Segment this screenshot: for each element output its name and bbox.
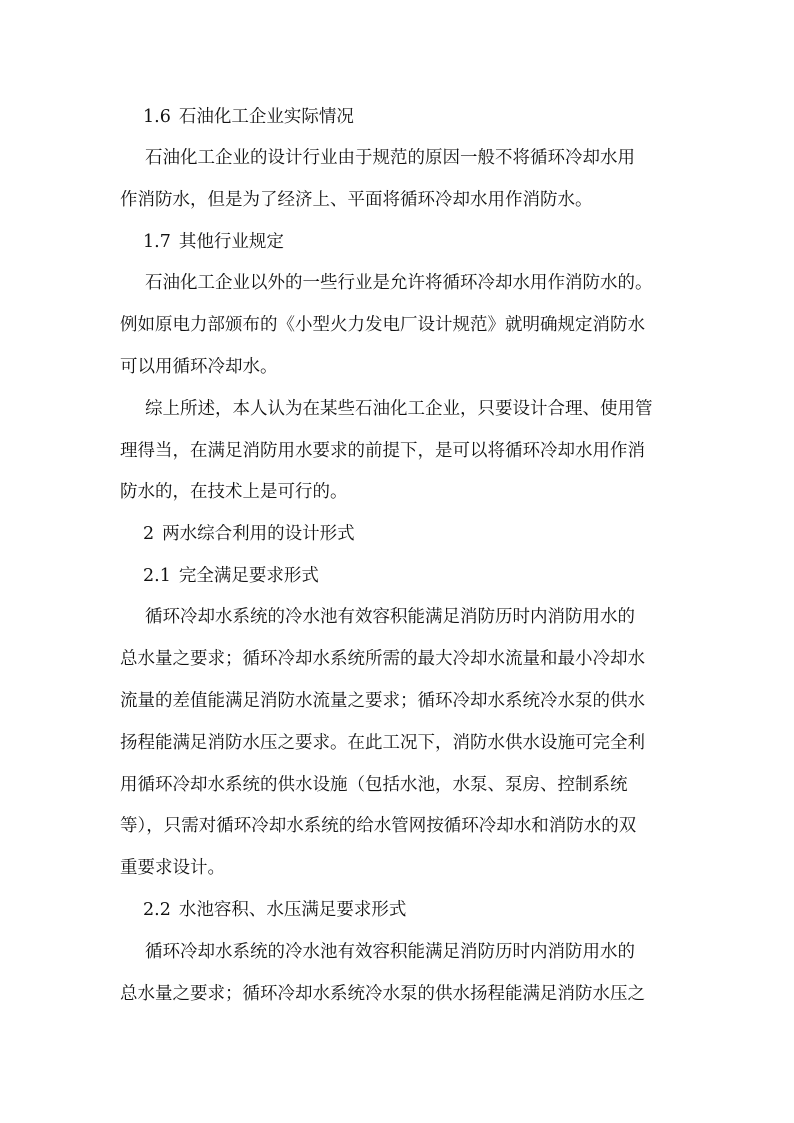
- paragraph-line: 防水的，在技术上是可行的。: [120, 482, 348, 502]
- heading-text: 水池容积、水压满足要求形式: [178, 900, 407, 920]
- paragraph-line: 循环冷却水系统的冷水池有效容积能满足消防历时内消防用水的: [145, 607, 635, 627]
- paragraph-line: 作消防水，但是为了经济上、平面将循环冷却水用作消防水。: [120, 190, 593, 210]
- paragraph-line: 用循环冷却水系统的供水设施（包括水池，水泵、泵房、控制系统: [120, 775, 628, 795]
- heading-number: 2.1: [143, 566, 171, 586]
- section-heading-1-7: [143, 231, 284, 253]
- heading-text: 其他行业规定: [178, 232, 284, 252]
- paragraph-line: 可以用循环冷却水。: [120, 357, 278, 377]
- heading-text: 两水综合利用的设计形式: [162, 524, 355, 544]
- paragraph-line: 流量的差值能满足消防水流量之要求；循环冷却水系统冷水泵的供水: [120, 691, 645, 711]
- section-heading-1-6: [143, 106, 354, 128]
- paragraph-line: 扬程能满足消防水压之要求。在此工况下，消防水供水设施可完全利: [120, 733, 645, 753]
- paragraph-line: 循环冷却水系统的冷水池有效容积能满足消防历时内消防用水的: [145, 942, 635, 962]
- paragraph-line: 石油化工企业的设计行业由于规范的原因一般不将循环冷却水用: [145, 148, 635, 168]
- heading-number: 1.6: [143, 107, 171, 127]
- paragraph-line: 总水量之要求；循环冷却水系统冷水泵的供水扬程能满足消防水压之: [120, 984, 645, 1004]
- paragraph-line: 石油化工企业以外的一些行业是允许将循环冷却水用作消防水的。: [145, 273, 653, 293]
- paragraph-line: 等），只需对循环冷却水系统的给水管网按循环冷却水和消防水的双: [120, 816, 637, 836]
- paragraph-line: 理得当，在满足消防用水要求的前提下，是可以将循环冷却水用作消: [120, 441, 645, 461]
- section-heading-2-1: [143, 565, 319, 587]
- paragraph-line: 重要求设计。: [120, 858, 225, 878]
- heading-number: 2: [143, 524, 155, 544]
- paragraph-line: 例如原电力部颁布的《小型火力发电厂设计规范》就明确规定消防水: [120, 315, 645, 335]
- heading-number: 1.7: [143, 232, 171, 252]
- section-heading-2-2: [143, 899, 406, 921]
- heading-number: 2.2: [143, 900, 171, 920]
- heading-text: 石油化工企业实际情况: [178, 107, 354, 127]
- paragraph-line: 总水量之要求；循环冷却水系统所需的最大冷却水流量和最小冷却水: [120, 649, 645, 669]
- paragraph-line: 综上所述，本人认为在某些石油化工企业，只要设计合理、使用管: [145, 399, 653, 419]
- section-heading-2: [143, 523, 355, 545]
- heading-text: 完全满足要求形式: [178, 566, 319, 586]
